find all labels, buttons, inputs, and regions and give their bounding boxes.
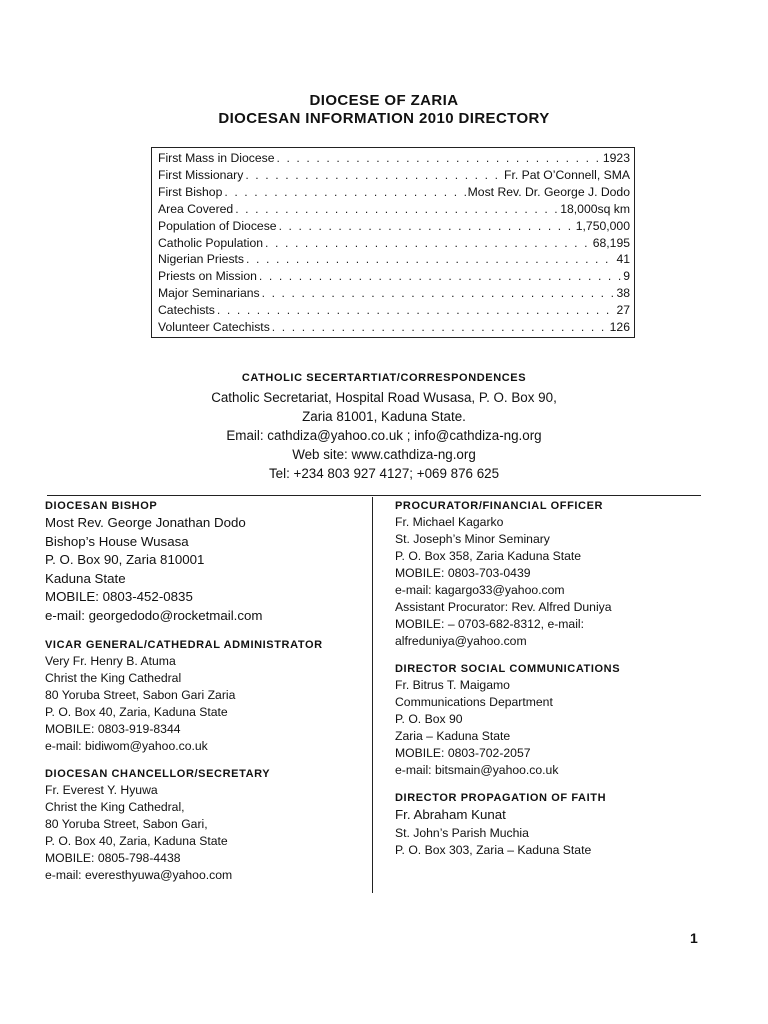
document-subtitle: DIOCESAN INFORMATION 2010 DIRECTORY [218,110,550,127]
contact-name: Fr. Bitrus T. Maigamo [395,678,510,692]
chancellor-section [45,767,365,884]
fact-label: First Bishop [158,184,223,199]
diocese-facts-box [151,147,635,338]
fact-row [158,285,630,302]
fact-value: 1,750,000 [575,218,630,233]
vicar-general-section [45,638,365,755]
contact-name: Fr. Michael Kagarko [395,515,504,529]
fact-value: 68,195 [592,235,630,250]
dot-leader [265,235,591,252]
section-heading: PROCURATOR/FINANCIAL OFFICER [395,500,604,512]
fact-value: 18,000sq km [560,201,630,216]
contact-mobile: MOBILE: 0805-798-4438 [45,850,181,865]
fact-value: 27 [616,303,630,318]
secretariat-address-block [0,388,768,483]
contact-line: Zaria – Kaduna State [395,729,511,743]
fact-value: 41 [616,252,630,267]
section-heading: DIRECTOR SOCIAL COMMUNICATIONS [395,663,621,675]
fact-row [158,268,630,285]
contact-mobile: MOBILE: – 0703-682-8312, e-mail: [395,617,585,631]
contact-line: P. O. Box 40, Zaria, Kaduna State [45,833,228,848]
section-heading: DIOCESAN CHANCELLOR/SECRETARY [45,767,271,780]
dot-leader [217,302,615,319]
contact-line: St. John’s Parish Muchia [395,825,529,840]
fact-row [158,201,630,218]
section-heading: VICAR GENERAL/CATHEDRAL ADMINISTRATOR [45,638,323,651]
horizontal-divider [47,495,701,496]
secretariat-heading: CATHOLIC SECERTARTIAT/CORRESPONDENCES [241,372,527,384]
contact-line: P. O. Box 358, Zaria Kaduna State [395,549,582,563]
fact-label: Priests on Mission [158,269,257,284]
contact-line: P. O. Box 90 [395,712,463,726]
fact-row [158,235,630,252]
secretariat-address-line: Zaria 81001, Kaduna State. [302,409,466,424]
contact-line: Bishop’s House Wusasa [45,533,189,549]
contact-line: Kaduna State [45,570,126,586]
fact-label: Volunteer Catechists [158,320,270,335]
social-communications-section [395,662,715,779]
contact-mobile: MOBILE: 0803-452-0835 [45,589,193,605]
fact-label: Catechists [158,303,215,318]
contact-email[interactable]: e-mail: kagargo33@yahoo.com [395,583,565,597]
section-heading: DIRECTOR PROPAGATION OF FAITH [395,792,607,804]
fact-row [158,319,630,336]
contact-mobile: MOBILE: 0803-703-0439 [395,566,531,580]
section-heading: DIOCESAN BISHOP [45,500,158,512]
dot-leader [224,184,465,201]
fact-value: 9 [623,269,630,284]
procurator-section [395,499,715,650]
dot-leader [279,218,574,235]
contact-line: Assistant Procurator: Rev. Alfred Duniya [395,600,612,614]
dot-leader [276,150,600,167]
fact-row [158,251,630,268]
contact-line: P. O. Box 40, Zaria, Kaduna State [45,704,228,719]
contact-email[interactable]: e-mail: georgedodo@rocketmail.com [45,607,263,623]
fact-label: Major Seminarians [158,286,260,301]
contact-name: Most Rev. George Jonathan Dodo [45,515,246,530]
fact-label: First Missionary [158,167,244,182]
contact-line: P. O. Box 303, Zaria – Kaduna State [395,842,592,857]
right-column [395,499,715,859]
contact-line: P. O. Box 90, Zaria 810001 [45,552,205,568]
secretariat-email[interactable]: Email: cathdiza@yahoo.co.uk ; info@cathdiza-ng.org [226,428,542,443]
column-divider [372,497,373,893]
fact-label: Catholic Population [158,235,264,250]
secretariat-address-line: Catholic Secretariat, Hospital Road Wusasa, P. O. Box 90, [211,390,557,405]
contact-name: Very Fr. Henry B. Atuma [45,653,176,668]
contact-line: Christ the King Cathedral, [45,799,185,814]
fact-value: Fr. Pat O’Connell, SMA [504,167,630,182]
dot-leader [235,201,558,218]
contact-line: 80 Yoruba Street, Sabon Gari Zaria [45,687,236,702]
dot-leader [272,319,608,336]
fact-row [158,167,630,184]
contact-name: Fr. Abraham Kunat [395,807,506,822]
dot-leader [245,167,502,184]
diocesan-bishop-section [45,499,365,626]
fact-label: First Mass in Diocese [158,151,275,165]
fact-row [158,184,630,201]
contact-email[interactable]: e-mail: bidiwom@yahoo.co.uk [45,738,208,753]
dot-leader [246,251,614,268]
dot-leader [262,285,615,302]
propagation-of-faith-section [395,791,715,859]
contact-email[interactable]: alfreduniya@yahoo.com [395,634,527,648]
secretariat-phone: Tel: +234 803 927 4127; +069 876 625 [268,466,500,481]
fact-value: 38 [616,286,630,301]
fact-label: Population of Diocese [158,218,277,233]
contact-email[interactable]: e-mail: everesthyuwa@yahoo.com [45,867,233,882]
contact-line: St. Joseph’s Minor Seminary [395,532,550,546]
fact-row [158,150,630,167]
fact-value: 126 [609,320,630,335]
contact-email[interactable]: e-mail: bitsmain@yahoo.co.uk [395,763,559,777]
contact-line: 80 Yoruba Street, Sabon Gari, [45,816,208,831]
document-title: DIOCESE OF ZARIA [309,92,459,109]
dot-leader [259,268,621,285]
fact-value: 1923 [602,151,630,165]
secretariat-website[interactable]: Web site: www.cathdiza-ng.org [292,447,476,462]
fact-label: Nigerian Priests [158,252,245,267]
fact-row [158,218,630,235]
contact-mobile: MOBILE: 0803-702-2057 [395,746,531,760]
left-column [45,499,365,884]
contact-line: Christ the King Cathedral [45,670,182,685]
fact-label: Area Covered [158,201,234,216]
contact-mobile: MOBILE: 0803-919-8344 [45,721,181,736]
page-number: 1 [690,930,698,946]
fact-row [158,302,630,319]
contact-line: Communications Department [395,695,553,709]
fact-value: Most Rev. Dr. George J. Dodo [467,184,630,199]
contact-name: Fr. Everest Y. Hyuwa [45,782,158,797]
